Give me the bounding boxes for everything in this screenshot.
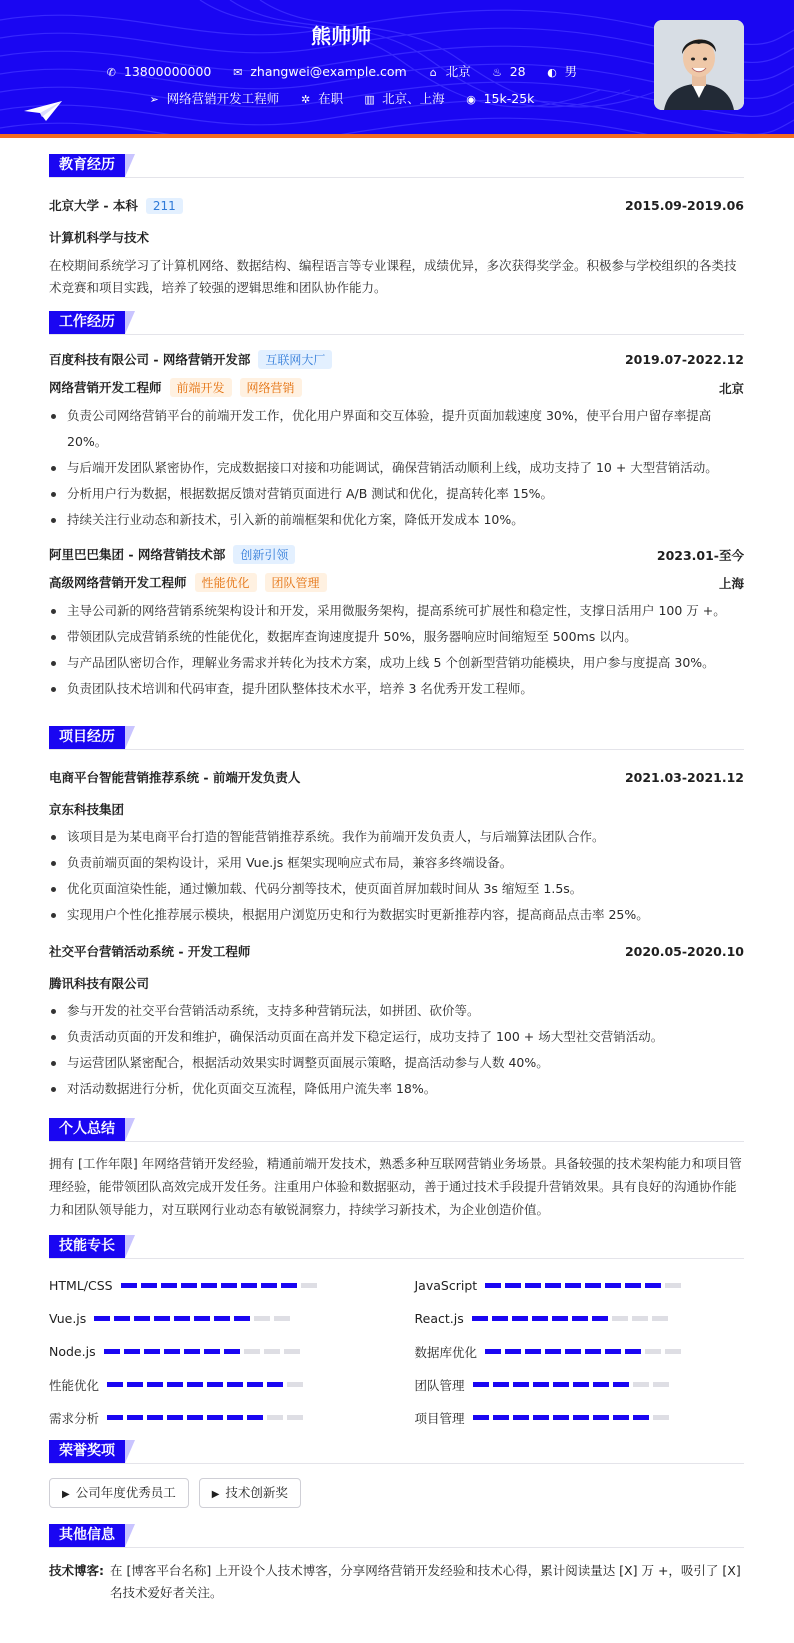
city-text: 北京 xyxy=(445,64,471,79)
status-icon: ✲ xyxy=(300,93,311,106)
project-entry xyxy=(49,768,744,928)
skill-level-segment xyxy=(94,1316,110,1321)
award-label: 公司年度优秀员工 xyxy=(75,1485,176,1500)
list-item: 持续关注行业动态和新技术，引入新的前端框架和优化方案，降低开发成本 10%。 xyxy=(49,507,744,533)
skill-level-segment xyxy=(147,1382,163,1387)
coin-icon: ◉ xyxy=(466,93,476,106)
skill-level-segment xyxy=(553,1415,569,1420)
list-item: 对活动数据进行分析，优化页面交互流程，降低用户流失率 18%。 xyxy=(49,1076,744,1102)
skill-level-segment xyxy=(632,1316,648,1321)
skill-level-segment xyxy=(512,1316,528,1321)
skill-level-segment xyxy=(505,1283,521,1288)
work-company xyxy=(49,545,295,564)
skill-level-segment xyxy=(134,1316,150,1321)
skill-level-segment xyxy=(187,1415,203,1420)
skill-level-segment xyxy=(264,1349,280,1354)
send-icon: ➢ xyxy=(149,93,159,106)
awards-section-header xyxy=(49,1440,744,1464)
job-intent-row xyxy=(0,89,682,107)
skill-level-segment xyxy=(167,1415,183,1420)
skill-level-bar xyxy=(104,1349,300,1354)
skill-level-segment xyxy=(224,1349,240,1354)
skill-name: 需求分析 xyxy=(49,1410,100,1426)
skills-title: 技能专长 xyxy=(49,1235,125,1258)
skill-level-segment xyxy=(247,1382,263,1387)
work-date: 2023.01-至今 xyxy=(656,547,744,563)
education-section-header xyxy=(49,154,744,178)
skill-level-segment xyxy=(221,1283,237,1288)
education-description: 在校期间系统学习了计算机网络、数据结构、编程语言等专业课程，成绩优异，多次获得奖学金。积极参与学校组织的各类技术竞赛和项目实践，培养了较强的逻辑思维和团队协作能力。 xyxy=(49,258,737,295)
skill-level-bar xyxy=(473,1382,669,1387)
list-item: 该项目是为某电商平台打造的智能营销推荐系统。我作为前端开发负责人，与后端算法团队合作。 xyxy=(49,824,744,850)
skill-level-segment xyxy=(613,1415,629,1420)
phone-item xyxy=(105,64,211,79)
skill-level-segment xyxy=(552,1316,568,1321)
skill-level-segment xyxy=(545,1349,561,1354)
skill-level-segment xyxy=(247,1415,263,1420)
project-title: 社交平台营销活动系统 - 开发工程师 xyxy=(49,944,251,959)
role-tag: 前端开发 xyxy=(170,378,232,397)
other-blog xyxy=(49,1560,744,1604)
skill-item xyxy=(49,1335,379,1368)
skill-level-segment xyxy=(187,1382,203,1387)
list-item: 与运营团队紧密配合，根据活动效果实时调整页面展示策略，提高活动参与人数 40%。 xyxy=(49,1050,744,1076)
work-location: 上海 xyxy=(718,575,744,591)
mail-icon: ✉ xyxy=(233,66,243,79)
skill-level-segment xyxy=(625,1283,641,1288)
work-entry xyxy=(49,545,744,702)
skill-item xyxy=(415,1401,745,1434)
work-role xyxy=(49,378,302,397)
skill-item xyxy=(415,1335,745,1368)
company-text: 百度科技有限公司 - 网络营销开发部 xyxy=(49,352,251,367)
company-text: 阿里巴巴集团 - 网络营销技术部 xyxy=(49,547,226,562)
skill-level-segment xyxy=(124,1349,140,1354)
status-text: 在职 xyxy=(318,91,344,106)
skill-level-segment xyxy=(254,1316,270,1321)
skill-level-segment xyxy=(287,1382,303,1387)
age-item xyxy=(491,64,526,79)
skills-grid xyxy=(49,1269,744,1434)
list-item: 与后端开发团队紧密协作，完成数据接口对接和功能调试，确保营销活动顺利上线，成功支持了 10 + 大型营销活动。 xyxy=(49,455,744,481)
work-bullets xyxy=(49,403,744,533)
skill-level-segment xyxy=(244,1349,260,1354)
skill-level-segment xyxy=(493,1382,509,1387)
skill-level-segment xyxy=(573,1415,589,1420)
work-company-row xyxy=(49,350,744,369)
skill-level-bar xyxy=(94,1316,290,1321)
project-bullets xyxy=(49,824,744,928)
cake-icon: ♨ xyxy=(492,66,503,79)
work-title: 工作经历 xyxy=(49,311,125,334)
skill-level-segment xyxy=(585,1283,601,1288)
skill-level-segment xyxy=(605,1283,621,1288)
skill-level-segment xyxy=(513,1415,529,1420)
skill-level-segment xyxy=(287,1415,303,1420)
education-date: 2015.09-2019.06 xyxy=(624,197,744,213)
skill-level-segment xyxy=(184,1349,200,1354)
list-item: 优化页面渲染性能，通过懒加载、代码分割等技术，使页面首屏加载时间从 3s 缩短至 1.5s。 xyxy=(49,876,744,902)
skill-level-segment xyxy=(505,1349,521,1354)
skill-level-segment xyxy=(161,1283,177,1288)
project-date: 2021.03-2021.12 xyxy=(624,769,744,785)
school-tag: 211 xyxy=(146,198,183,214)
skill-level-segment xyxy=(127,1415,143,1420)
skill-level-segment xyxy=(553,1382,569,1387)
role-text: 高级网络营销开发工程师 xyxy=(49,575,187,590)
project-date: 2020.05-2020.10 xyxy=(624,943,744,959)
skill-name: HTML/CSS xyxy=(49,1278,113,1293)
skill-name: 数据库优化 xyxy=(414,1344,478,1360)
skill-level-segment xyxy=(472,1316,488,1321)
gender-item xyxy=(546,62,578,80)
summary-title: 个人总结 xyxy=(49,1118,125,1141)
skill-level-segment xyxy=(104,1349,120,1354)
project-title-row xyxy=(49,768,744,786)
skill-level-segment xyxy=(207,1415,223,1420)
list-item: 负责前端页面的架构设计，采用 Vue.js 框架实现响应式布局，兼容多终端设备。 xyxy=(49,850,744,876)
gender-text: 男 xyxy=(564,64,578,79)
list-item: 参与开发的社交平台营销活动系统，支持多种营销玩法，如拼团、砍价等。 xyxy=(49,998,744,1024)
skill-level-segment xyxy=(532,1316,548,1321)
skill-level-segment xyxy=(645,1349,661,1354)
skill-name: 性能优化 xyxy=(49,1377,100,1393)
skill-level-segment xyxy=(633,1415,649,1420)
skill-level-bar xyxy=(107,1415,303,1420)
skill-level-segment xyxy=(207,1382,223,1387)
skill-level-segment xyxy=(485,1349,501,1354)
candidate-name: 熊帅帅 xyxy=(311,24,371,48)
skill-name: React.js xyxy=(414,1311,464,1326)
list-item: 实现用户个性化推荐展示模块，根据用户浏览历史和行为数据实时更新推荐内容，提高商品点击率 25%。 xyxy=(49,902,744,928)
skill-level-segment xyxy=(144,1349,160,1354)
role-tag: 网络营销 xyxy=(240,378,302,397)
skill-level-segment xyxy=(301,1283,317,1288)
salary-text: 15k-25k xyxy=(483,91,535,106)
list-item: 带领团队完成营销系统的性能优化，数据库查询速度提升 50%，服务器响应时间缩短至 500ms 以内。 xyxy=(49,624,744,650)
skill-level-segment xyxy=(261,1283,277,1288)
skill-level-segment xyxy=(652,1316,668,1321)
skill-level-segment xyxy=(573,1382,589,1387)
skill-level-bar xyxy=(107,1382,303,1387)
skill-level-segment xyxy=(227,1415,243,1420)
work-role-row xyxy=(49,573,744,592)
skill-level-segment xyxy=(174,1316,190,1321)
skill-level-segment xyxy=(565,1283,581,1288)
role-text: 网络营销开发工程师 xyxy=(49,380,162,395)
skill-level-segment xyxy=(572,1316,588,1321)
other-title: 其他信息 xyxy=(49,1524,125,1547)
skill-level-segment xyxy=(513,1382,529,1387)
projects-title: 项目经历 xyxy=(49,726,125,749)
project-entry xyxy=(49,942,744,1102)
awards-list xyxy=(49,1478,744,1508)
list-item: 负责公司网络营销平台的前端开发工作，优化用户界面和交互体验，提升页面加载速度 30%，使平台用户留存率提高 20%。 xyxy=(49,403,744,455)
position-item xyxy=(148,89,280,107)
work-entry xyxy=(49,350,744,533)
skills-section-header xyxy=(49,1235,744,1259)
skill-level-segment xyxy=(593,1382,609,1387)
resume-header xyxy=(0,0,794,138)
company-tag: 创新引领 xyxy=(233,545,295,564)
skill-level-segment xyxy=(665,1349,681,1354)
skill-level-segment xyxy=(533,1415,549,1420)
skill-level-segment xyxy=(665,1283,681,1288)
work-bullets xyxy=(49,598,744,702)
work-role-row xyxy=(49,378,744,397)
projects-section-header xyxy=(49,726,744,750)
list-item: 主导公司新的网络营销系统架构设计和开发，采用微服务架构，提高系统可扩展性和稳定性，支撑日活用户 100 万 +。 xyxy=(49,598,744,624)
skill-level-bar xyxy=(472,1316,668,1321)
skill-item xyxy=(49,1302,379,1335)
education-school xyxy=(49,196,183,214)
role-tag: 团队管理 xyxy=(265,573,327,592)
skill-name: 项目管理 xyxy=(414,1410,465,1426)
skill-item xyxy=(49,1269,379,1302)
skill-name: Vue.js xyxy=(49,1311,87,1326)
skill-level-segment xyxy=(645,1283,661,1288)
email-text: zhangwei@example.com xyxy=(250,64,407,79)
other-section-header xyxy=(49,1524,744,1548)
skill-item xyxy=(49,1401,379,1434)
skill-level-segment xyxy=(181,1283,197,1288)
project-title: 电商平台智能营销推荐系统 - 前端开发负责人 xyxy=(49,770,301,785)
education-header-row xyxy=(49,196,744,214)
skill-level-segment xyxy=(274,1316,290,1321)
project-bullets xyxy=(49,998,744,1102)
skill-level-segment xyxy=(167,1382,183,1387)
email-item xyxy=(231,64,406,79)
skill-level-segment xyxy=(585,1349,601,1354)
skill-level-segment xyxy=(164,1349,180,1354)
status-item xyxy=(299,89,343,107)
city-item xyxy=(427,62,471,80)
triangle-right-icon: ▶ xyxy=(211,1489,220,1500)
skill-level-segment xyxy=(114,1316,130,1321)
project-title-row xyxy=(49,942,744,960)
skill-level-segment xyxy=(633,1382,649,1387)
award-label: 技术创新奖 xyxy=(225,1485,288,1500)
skill-level-segment xyxy=(227,1382,243,1387)
list-item: 负责活动页面的开发和维护，确保活动页面在高并发下稳定运行，成功支持了 100 + 场大型社交营销活动。 xyxy=(49,1024,744,1050)
skill-level-segment xyxy=(653,1415,669,1420)
summary-section-header xyxy=(49,1118,744,1142)
list-item: 分析用户行为数据，根据数据反馈对营销页面进行 A/B 测试和优化，提高转化率 15%。 xyxy=(49,481,744,507)
skill-level-segment xyxy=(284,1349,300,1354)
skill-level-segment xyxy=(592,1316,608,1321)
project-company: 腾讯科技有限公司 xyxy=(49,976,150,991)
skill-level-segment xyxy=(612,1316,628,1321)
blog-text: 在 [博客平台名称] 上开设个人技术博客，分享网络营销开发经验和技术心得，累计阅读量达 [X] 万 +，吸引了 [X] 名技术爱好者关注。 xyxy=(110,1563,741,1600)
skill-level-segment xyxy=(653,1382,669,1387)
list-item: 负责团队技术培训和代码审查，提升团队整体技术水平，培养 3 名优秀开发工程师。 xyxy=(49,676,744,702)
skill-level-segment xyxy=(625,1349,641,1354)
skill-level-segment xyxy=(241,1283,257,1288)
skill-level-segment xyxy=(492,1316,508,1321)
skill-level-segment xyxy=(204,1349,220,1354)
salary-item xyxy=(465,91,535,106)
skill-item xyxy=(415,1302,745,1335)
avatar-photo xyxy=(654,20,744,110)
phone-icon: ✆ xyxy=(106,66,116,79)
skill-name: 团队管理 xyxy=(414,1377,465,1393)
summary-text: 拥有 [工作年限] 年网络营销开发经验，精通前端开发技术，熟悉多种互联网营销业务场景。具备较强的技术架构能力和项目管理经验，能带领团队高效完成开发任务。注重用户体验和数据驱动，善于通过技术手段提升营销效果。具有良好的沟通协作能力和团队领导能力，对互联网行业动态有敏锐洞察力，持续学习新技术，为企业创造价值。 xyxy=(49,1156,742,1217)
skill-level-segment xyxy=(147,1415,163,1420)
skill-level-segment xyxy=(613,1382,629,1387)
target-city-text: 北京、上海 xyxy=(382,91,445,106)
age-text: 28 xyxy=(509,64,526,79)
skill-level-segment xyxy=(525,1349,541,1354)
contact-row xyxy=(0,62,682,80)
skill-level-segment xyxy=(107,1415,123,1420)
skill-level-segment xyxy=(127,1382,143,1387)
skill-level-segment xyxy=(493,1415,509,1420)
work-company xyxy=(49,350,332,369)
skill-level-segment xyxy=(267,1382,283,1387)
skill-level-segment xyxy=(267,1415,283,1420)
skill-item xyxy=(49,1368,379,1401)
work-company-row xyxy=(49,545,744,564)
avatar-portrait xyxy=(654,20,744,110)
skill-level-segment xyxy=(545,1283,561,1288)
skill-level-bar xyxy=(473,1415,669,1420)
skill-name: Node.js xyxy=(49,1344,96,1359)
skill-level-segment xyxy=(194,1316,210,1321)
work-section-header xyxy=(49,311,744,335)
triangle-right-icon: ▶ xyxy=(62,1489,70,1500)
skill-item xyxy=(415,1368,745,1401)
skill-level-bar xyxy=(485,1349,681,1354)
company-tag: 互联网大厂 xyxy=(258,350,332,369)
skill-level-segment xyxy=(141,1283,157,1288)
skill-level-segment xyxy=(525,1283,541,1288)
skill-level-segment xyxy=(201,1283,217,1288)
position-text: 网络营销开发工程师 xyxy=(166,91,280,106)
work-location: 北京 xyxy=(718,380,744,396)
skill-level-bar xyxy=(121,1283,317,1288)
gender-icon: ◐ xyxy=(547,66,557,79)
skill-level-segment xyxy=(121,1283,137,1288)
work-date: 2019.07-2022.12 xyxy=(624,352,744,367)
list-item: 与产品团队密切合作，理解业务需求并转化为技术方案，成功上线 5 个创新型营销功能模块，用户参与度提高 30%。 xyxy=(49,650,744,676)
paper-plane-icon xyxy=(24,101,64,123)
skill-level-segment xyxy=(281,1283,297,1288)
award-item xyxy=(199,1478,301,1508)
skill-level-segment xyxy=(107,1382,123,1387)
skill-level-segment xyxy=(473,1415,489,1420)
skill-level-segment xyxy=(565,1349,581,1354)
role-tag: 性能优化 xyxy=(195,573,257,592)
work-role xyxy=(49,573,327,592)
skill-level-segment xyxy=(533,1382,549,1387)
award-item xyxy=(49,1478,189,1508)
skill-level-segment xyxy=(605,1349,621,1354)
skill-level-segment xyxy=(154,1316,170,1321)
phone-text: 13800000000 xyxy=(123,64,212,79)
skill-level-segment xyxy=(485,1283,501,1288)
skill-level-segment xyxy=(234,1316,250,1321)
skill-level-segment xyxy=(473,1382,489,1387)
building-icon: ▥ xyxy=(364,93,375,106)
blog-label: 技术博客: xyxy=(49,1563,104,1578)
school-text: 北京大学 - 本科 xyxy=(49,198,138,213)
skill-name: JavaScript xyxy=(414,1278,478,1293)
awards-title: 荣誉奖项 xyxy=(49,1440,125,1463)
education-title: 教育经历 xyxy=(49,154,125,177)
target-city-item xyxy=(363,89,445,107)
skill-item xyxy=(415,1269,745,1302)
skill-level-segment xyxy=(593,1415,609,1420)
home-icon: ⌂ xyxy=(429,66,437,79)
skill-level-segment xyxy=(214,1316,230,1321)
project-company: 京东科技集团 xyxy=(49,802,125,817)
education-major: 计算机科学与技术 xyxy=(49,230,150,245)
skill-level-bar xyxy=(485,1283,681,1288)
